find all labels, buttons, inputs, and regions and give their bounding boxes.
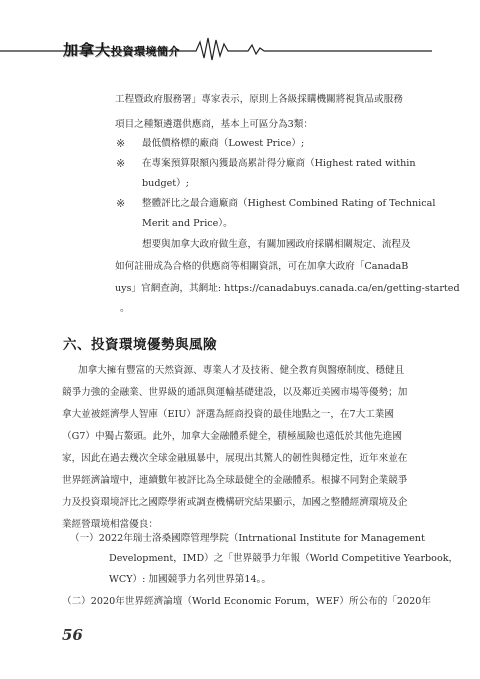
bullet-mark: ※ (116, 157, 126, 170)
list-item: Development，IMD）之「世界競爭力年報（World Competitive Yearbook， (109, 553, 459, 564)
text-line: 如何註冊成為合格的供應商等相關資訊，可在加拿大政府「CanadaB (115, 261, 409, 272)
text-line: 力及投資環境評比之國際學術或調查機構研究結果顯示，加國之整體經濟環境及企 (62, 497, 408, 508)
text-line: 加拿大擁有豐富的天然資源、專業人才及技術、健全教育與醫療制度、穩健且 (78, 365, 405, 376)
text-line: uys」官網查詢，其網址: https://canadabuys.canada.ca/en/getting-started (115, 283, 460, 294)
list-item: WCY）: 加國競爭力名列世界第14。。 (109, 574, 271, 585)
list-item: （二）2020年世界經濟論壇（World Economic Forum，WEF）所公布的「2020年 (62, 596, 431, 607)
bullet-text: 最低價格標的廠商（Lowest Price）; (142, 138, 305, 149)
text-line: 想要與加拿大政府做生意，有關加國政府採購相關規定、流程及 (142, 239, 411, 250)
page-header (0, 0, 480, 70)
header-wave-line (0, 30, 480, 70)
section-heading: 六、投資環境優勢與風險 (63, 337, 217, 353)
text-line: 項目之種類遴選供應商，基本上可區分為3類： (115, 119, 313, 130)
text-line: 家，因此在過去幾次全球金融風暴中，展現出其驚人的韌性與穩定性，近年來並在 (62, 453, 408, 464)
text-line: 。 (120, 303, 130, 314)
bullet-text: 整體評比之最合適廠商（Highest Combined Rating of Technical (142, 198, 436, 209)
text-line: 拿大並被經濟學人智庫（EIU）評選為經商投資的最佳地點之一，在7大工業國 (62, 409, 394, 420)
header-title-sub: 投資環境簡介 (111, 45, 181, 58)
text-line: 業經營環境相當優良： (62, 519, 158, 530)
list-item: （一）2022年瑞士洛桑國際管理學院（Intrnational Institute for Management (70, 533, 425, 544)
page-number: 56 (62, 626, 83, 644)
bullet-text: budget）; (142, 178, 189, 189)
text-line: 工程暨政府服務署」專家表示，原則上各級採購機關將視貨品或服務 (115, 94, 403, 105)
text-line: 世界經濟論壇中，連續數年被評比為全球最健全的金融體系。根據不同對企業競爭 (62, 475, 408, 486)
bullet-mark: ※ (116, 137, 126, 150)
bullet-text: Merit and Price）。 (142, 218, 233, 229)
text-line: （G7）中獨占鰲頭。此外，加拿大金融體系健全，積極風險也遠低於其他先進國 (62, 431, 402, 442)
bullet-mark: ※ (116, 197, 126, 210)
header-title-main: 加拿大 (63, 41, 112, 59)
bullet-text: 在專案預算限額內獲最高累計得分廠商（Highest rated within (142, 158, 416, 169)
text-line: 競爭力強的金融業、世界級的通訊與運輸基礎建設，以及鄰近美國市場等優勢；加 (62, 387, 408, 398)
